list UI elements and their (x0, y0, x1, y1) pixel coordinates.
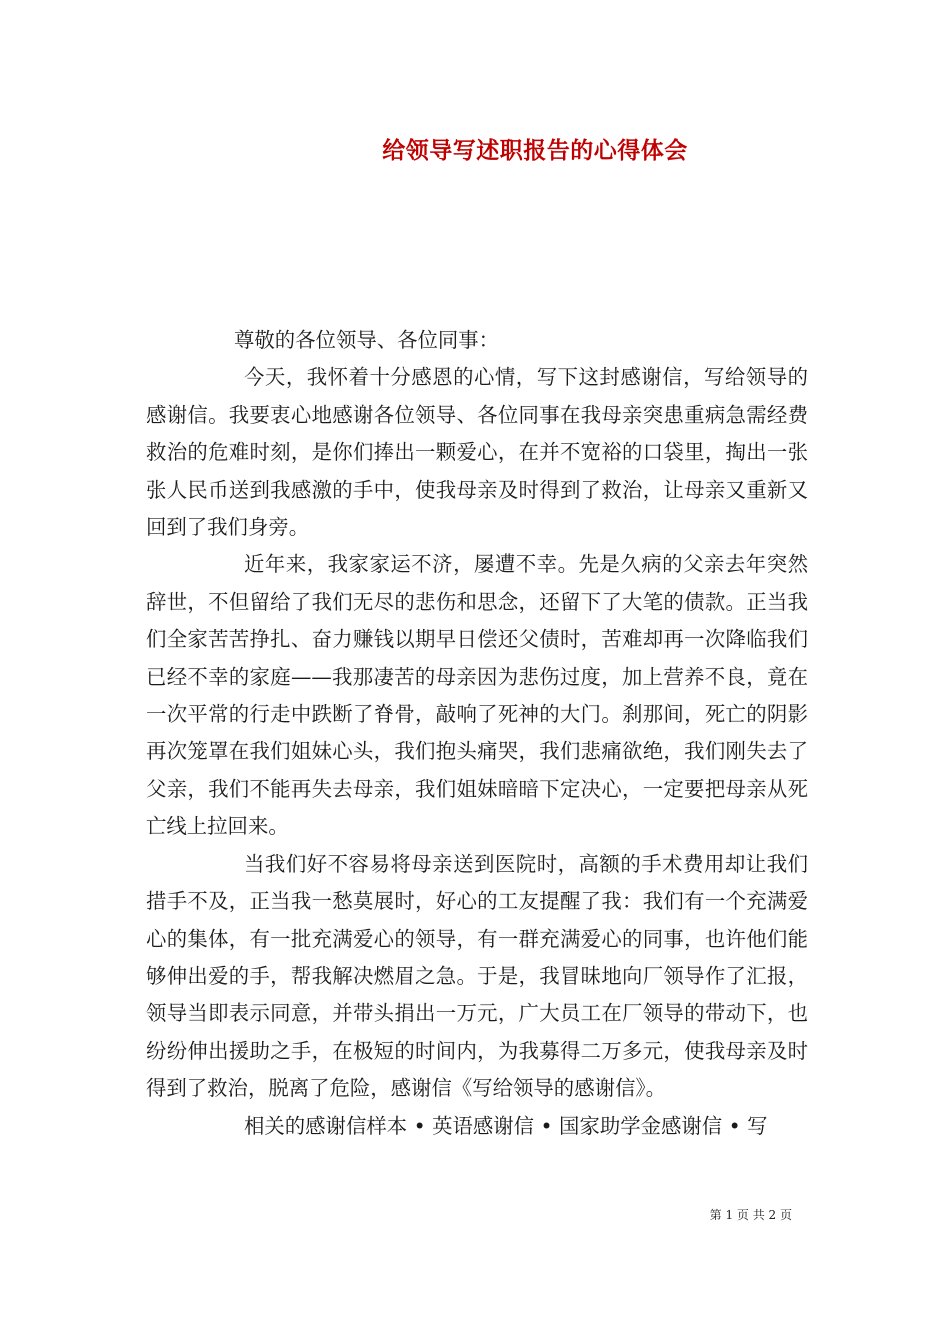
document-body (146, 322, 808, 1145)
paragraph-3: 当我们好不容易将母亲送到医院时，高额的手术费用却让我们措手不及，正当我一愁莫展时，好心的工友提醒了我：我们有一个充满爱心的集体，有一批充满爱心的领导，有一群充满爱心的同事，也许他们能够伸出爱的手，帮我解决燃眉之急。于是，我冒昧地向厂领导作了汇报，领导当即表示同意，并带头捐出一万元，广大员工在厂领导的带动下，也纷纷伸出援助之手，在极短的时间内，为我募得二万多元，使我母亲及时得到了救治，脱离了危险，感谢信《写给领导的感谢信》。 (146, 851, 808, 1101)
salutation: 尊敬的各位领导、各位同事： (234, 328, 500, 352)
document-title: 给领导写述职报告的心得体会 (382, 137, 688, 164)
page-footer: 第 1 页 共 2 页 (709, 1208, 792, 1222)
paragraph-1: 今天，我怀着十分感恩的心情，写下这封感谢信，写给领导的感谢信。我要衷心地感谢各位领导、各位同事在我母亲突患重病急需经费救治的危难时刻，是你们捧出一颗爱心，在并不宽裕的口袋里，掏出一张张人民币送到我感激的手中，使我母亲及时得到了救治，让母亲又重新又回到了我们身旁。 (146, 365, 808, 540)
paragraph-2: 近年来，我家家运不济，屡遭不幸。先是久病的父亲去年突然辞世，不但留给了我们无尽的悲伤和思念，还留下了大笔的债款。正当我们全家苦苦挣扎、奋力赚钱以期早日偿还父债时，苦难却再一次降临我们已经不幸的家庭——我那凄苦的母亲因为悲伤过度，加上营养不良，竟在一次平常的行走中跌断了脊骨，敲响了死神的大门。刹那间，死亡的阴影再次笼罩在我们姐妹心头，我们抱头痛哭，我们悲痛欲绝，我们刚失去了父亲，我们不能再失去母亲，我们姐妹暗暗下定决心，一定要把母亲从死亡线上拉回来。 (146, 552, 808, 839)
paragraph-4: 相关的感谢信样本 • 英语感谢信 • 国家助学金感谢信 • 写 (244, 1113, 768, 1138)
